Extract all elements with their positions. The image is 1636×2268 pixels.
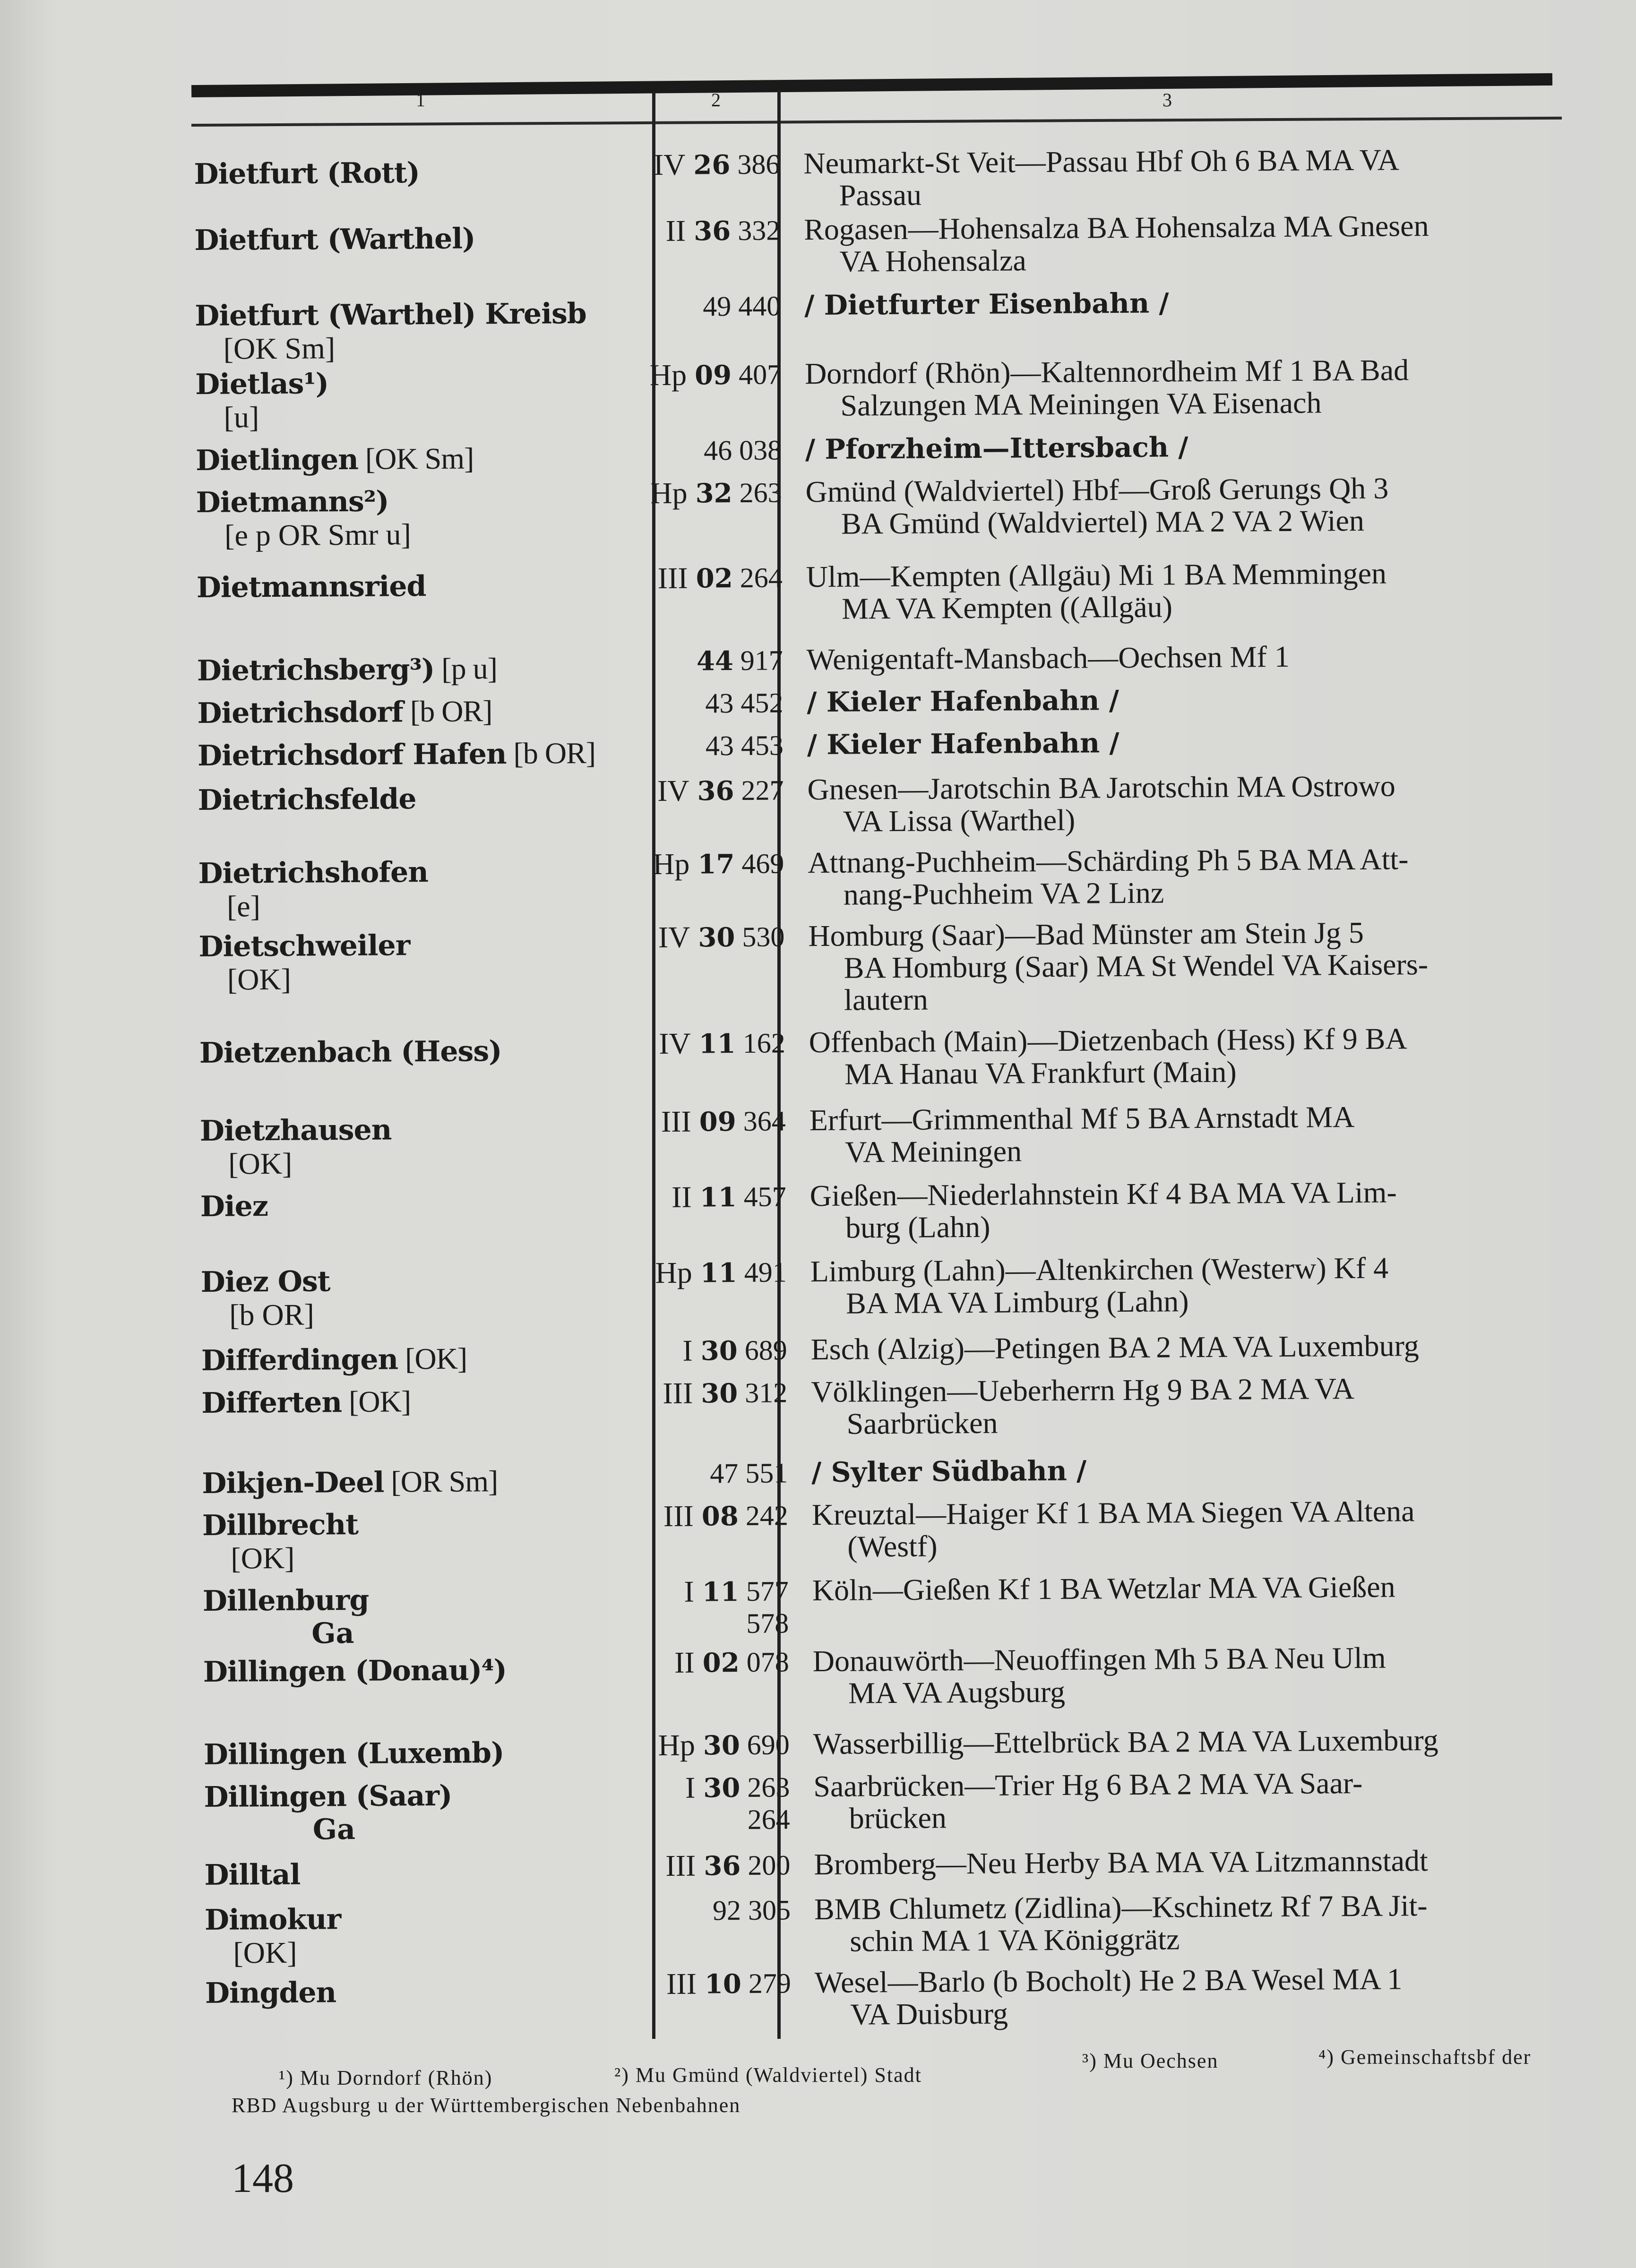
station-code: [659, 433, 782, 467]
station-name-text: Dietfurt (Rott): [194, 156, 420, 191]
route-description: [814, 1889, 1576, 1958]
table-row: [200, 1175, 1571, 1245]
station-class: II: [674, 1645, 695, 1679]
route-line-1: BMB Chlumetz (Zidlina)—Kschinetz Rf 7 BA Jit-: [814, 1889, 1428, 1926]
table-row: [199, 1022, 1570, 1091]
station-code-number: 469: [741, 848, 784, 879]
route-description: [812, 1494, 1573, 1563]
route-line-2: VA Duisburg: [850, 1996, 1008, 2031]
table-row: [200, 1251, 1571, 1332]
table-row: [201, 1329, 1572, 1377]
station-class: II: [665, 214, 686, 248]
station-code: [657, 214, 780, 248]
route-line-2: BA MA VA Limburg (Lahn): [845, 1284, 1189, 1320]
station-code-number: 917: [740, 644, 783, 676]
station-remark-line: [e]: [226, 889, 261, 923]
route-line-1: Gießen—Niederlahnstein Kf 4 BA MA VA Lim-: [809, 1175, 1397, 1213]
station-class: III: [665, 1848, 696, 1882]
route-line-1: Homburg (Saar)—Bad Münster am Stein Jg 5: [808, 915, 1364, 953]
route-line-1: Ulm—Kempten (Allgäu) Mi 1 BA Memmingen: [806, 556, 1387, 594]
station-code: [667, 1728, 790, 1762]
station-code-prefix: 17: [697, 849, 735, 880]
header-rule: [191, 117, 1562, 127]
station-code-number: 332: [738, 215, 781, 246]
station-code: [660, 561, 783, 595]
station-name: [199, 1034, 625, 1069]
station-code-prefix: 10: [704, 1968, 742, 2000]
station-name: [196, 441, 621, 477]
station-code: [658, 289, 781, 323]
route-line-1: Wesel—Barlo (b Bocholt) He 2 BA Wesel MA 1: [814, 1962, 1403, 2000]
station-class: IV: [658, 1026, 691, 1061]
station-class: IV: [658, 920, 690, 954]
station-code-extra: 264: [747, 1804, 790, 1835]
station-name: [202, 1506, 628, 1542]
station-class: I: [684, 1574, 695, 1608]
footnote-4: ⁴) Gemeinschaftsbf der: [1318, 2045, 1532, 2069]
route-line-2: BA Gmünd (Waldviertel) MA 2 VA 2 Wien: [841, 503, 1365, 541]
station-code-prefix: 30: [700, 1335, 738, 1367]
page-number: 148: [232, 2156, 294, 2201]
route-line-1: Erfurt—Grimmenthal Mf 5 BA Arnstadt MA: [809, 1100, 1355, 1137]
table-row: [195, 429, 1566, 477]
station-code-prefix: 11: [698, 1028, 736, 1060]
station-name-text: Dietrichsfelde: [198, 782, 416, 817]
route-line-1: Esch (Alzig)—Petingen BA 2 MA VA Luxemburg: [810, 1329, 1419, 1366]
route-description: [812, 1570, 1573, 1606]
table-row: [204, 1844, 1575, 1892]
station-remark: [b OR]: [506, 736, 596, 770]
station-code-prefix: 36: [697, 775, 734, 807]
station-code-number: 200: [748, 1849, 791, 1881]
route-description: [813, 1766, 1575, 1835]
station-code-prefix: 36: [694, 215, 731, 247]
route-line-1: / Dietfurter Eisenbahn /: [804, 287, 1169, 322]
station-name: [201, 1263, 626, 1298]
route-line-2: Salzungen MA Meiningen VA Eisenach: [840, 386, 1322, 422]
station-remark: [OK]: [397, 1341, 467, 1376]
station-code: [668, 1967, 791, 2001]
table-row: [202, 1570, 1573, 1650]
route-description: [805, 429, 1566, 465]
route-line-1: / Kieler Hafenbahn /: [807, 727, 1119, 761]
station-code: [661, 729, 784, 763]
route-line-2: VA Meiningen: [844, 1134, 1022, 1169]
table-row: [198, 842, 1568, 923]
table-row: [203, 1723, 1574, 1771]
station-code: [663, 1104, 786, 1139]
route-line-1: Neumarkt-St Veit—Passau Hbf Oh 6 BA MA VA: [803, 143, 1400, 180]
station-name-text: Dingden: [205, 1976, 336, 2010]
route-description: [814, 1844, 1575, 1881]
route-line-2: schin MA 1 VA Königgrätz: [850, 1922, 1180, 1958]
station-code-number: 92 305: [712, 1894, 791, 1926]
station-code-prefix: 44: [696, 645, 733, 677]
station-remark-line: [u]: [224, 400, 259, 434]
station-code: [658, 358, 781, 392]
entry-list: [194, 129, 1564, 2031]
route-line-2: MA VA Kempten ((Allgäu): [841, 590, 1173, 626]
station-code-number: 47 551: [710, 1457, 788, 1489]
route-description: [805, 353, 1566, 422]
route-line-2: (Westf): [847, 1529, 938, 1564]
station-code-number: 263: [739, 477, 782, 508]
station-code-prefix: 11: [699, 1182, 737, 1213]
station-name: [197, 694, 622, 730]
station-code-number: 49 440: [703, 290, 781, 322]
station-code: [661, 847, 784, 881]
station-name-text: Dietzenbach (Hess): [199, 1035, 502, 1070]
station-class: Hp: [652, 847, 690, 881]
station-code: [662, 920, 784, 954]
station-class: III: [663, 1499, 694, 1533]
station-name: [198, 736, 623, 772]
route-line-1: Bromberg—Neu Herby BA MA VA Litzmannstadt: [814, 1844, 1429, 1881]
station-class: IV: [657, 773, 689, 808]
route-line-1: Rogasen—Hohensalza BA Hohensalza MA Gnesen: [804, 209, 1429, 247]
station-code-number: 242: [745, 1500, 789, 1531]
station-name: [200, 1112, 625, 1147]
footnote-1: ¹) Mu Dorndorf (Rhön): [279, 2066, 493, 2089]
station-name: [196, 483, 621, 519]
station-class: Hp: [650, 476, 688, 510]
station-class: III: [666, 1967, 697, 2001]
table-row: [203, 1641, 1574, 1710]
station-name: [201, 1341, 627, 1377]
station-name-text: Dimokur: [204, 1903, 341, 1937]
route-description: [809, 1022, 1570, 1091]
table-row: [194, 143, 1564, 212]
station-code-prefix: 08: [701, 1501, 739, 1532]
station-code-number: 530: [742, 921, 785, 953]
station-code-number: 577: [746, 1575, 789, 1607]
route-line-1: Saarbrücken—Trier Hg 6 BA 2 MA VA Saar-: [813, 1766, 1363, 1804]
table-row: [202, 1452, 1572, 1500]
station-name-text: Dietzhausen: [199, 1113, 392, 1148]
column-header-2: 2: [711, 89, 721, 111]
station-code-number: 46 038: [703, 434, 782, 466]
station-name-text: Dillingen (Saar): [204, 1779, 452, 1814]
station-code-number: 491: [744, 1256, 787, 1288]
station-code-prefix: 09: [699, 1106, 736, 1138]
route-line-1: Wasserbillig—Ettelbrück BA 2 MA VA Luxemburg: [813, 1723, 1438, 1761]
station-class: II: [671, 1180, 692, 1214]
station-code: [659, 476, 782, 510]
station-name-text: Dietschweiler: [198, 929, 410, 963]
route-line-1: Offenbach (Main)—Dietzenbach (Hess) Kf 9 BA: [809, 1022, 1407, 1059]
route-description: [803, 143, 1565, 212]
table-row: [195, 284, 1565, 366]
footnote-4-continued: RBD Augsburg u der Württembergischen Nebenbahnen: [232, 2094, 741, 2117]
table-row: [198, 915, 1569, 1017]
station-code-prefix: 02: [696, 563, 733, 594]
route-line-2: brücken: [849, 1801, 947, 1835]
route-line-1: Völklingen—Ueberherrn Hg 9 BA 2 MA VA: [811, 1372, 1355, 1409]
route-description: [804, 284, 1565, 321]
route-line-2: MA Hanau VA Frankfurt (Main): [844, 1055, 1237, 1091]
station-code: [666, 1574, 789, 1609]
station-name: [198, 928, 624, 963]
station-name: [205, 1901, 630, 1936]
route-line-2: VA Lissa (Warthel): [843, 803, 1076, 838]
station-code: [664, 1333, 787, 1368]
station-code-number: 43 452: [705, 687, 784, 719]
column-header-1: 1: [416, 89, 425, 111]
station-code-prefix: 30: [703, 1730, 741, 1761]
station-remark-line: [OK]: [231, 1541, 295, 1575]
route-line-1: Gmünd (Waldviertel) Hbf—Groß Gerungs Qh 3: [805, 471, 1389, 509]
station-code: [663, 1026, 785, 1061]
route-description: [807, 639, 1567, 676]
station-remark: [p u]: [434, 652, 498, 686]
route-line-1: Gnesen—Jarotschin BA Jarotschin MA Ostrowo: [807, 769, 1395, 807]
route-description: [813, 1641, 1574, 1710]
station-class: I: [682, 1333, 693, 1367]
station-code: [668, 1893, 791, 1927]
station-code: [660, 686, 783, 720]
station-name-text: Dietfurt (Warthel): [194, 222, 475, 257]
route-description: [811, 1371, 1572, 1440]
station-name-text: Dietfurt (Warthel) Kreisb: [195, 297, 586, 333]
station-code: [657, 147, 780, 182]
station-name-text: Dillbrecht: [202, 1508, 359, 1542]
station-code-number: 364: [743, 1105, 786, 1137]
station-name: [198, 854, 623, 890]
station-name: [198, 781, 623, 816]
station-name: [204, 1735, 629, 1771]
station-code-number: 689: [744, 1334, 787, 1366]
station-code-number: 386: [737, 148, 780, 180]
route-description: [808, 915, 1569, 1016]
station-code: [666, 1645, 789, 1680]
station-code-prefix: 09: [694, 360, 732, 391]
station-name-text: Diez: [200, 1190, 268, 1223]
station-remark: [OR Sm]: [384, 1464, 498, 1499]
station-code-prefix: 11: [702, 1576, 740, 1608]
station-name-text: Diez Ost: [200, 1265, 330, 1299]
route-line-2: Passau: [839, 178, 922, 212]
route-description: [811, 1452, 1572, 1488]
station-remark-line: [e p OR Smr u]: [224, 517, 411, 552]
station-class: Hp: [658, 1728, 696, 1762]
station-remark-line: [OK Sm]: [223, 331, 336, 366]
station-code: [663, 1180, 786, 1214]
station-class: Hp: [649, 358, 687, 392]
station-code-prefix: 32: [695, 478, 732, 509]
station-name: [202, 1464, 627, 1500]
station-name: [204, 1778, 629, 1813]
table-row: [196, 556, 1567, 626]
station-code: [660, 644, 783, 678]
route-line-1: Kreuztal—Haiger Kf 1 BA MA Siegen VA Altena: [811, 1494, 1415, 1532]
station-code-number: 078: [746, 1646, 789, 1678]
station-name: [194, 155, 619, 191]
station-name-text: Dillingen (Donau)⁴): [203, 1654, 507, 1689]
station-code-prefix: 30: [703, 1772, 741, 1804]
table-row: [195, 353, 1566, 434]
station-code-number: 264: [740, 562, 783, 593]
route-line-2: BA Homburg (Saar) MA St Wendel VA Kaisers-: [844, 947, 1429, 985]
route-line-1: Donauwörth—Neuoffingen Mh 5 BA Neu Ulm: [812, 1641, 1386, 1678]
station-name-text: Dietlas¹): [195, 367, 329, 401]
station-name-text: Dietmanns²): [196, 485, 389, 519]
route-line-3: lautern: [844, 982, 929, 1017]
route-line-1: Dorndorf (Rhön)—Kaltennordheim Mf 1 BA Bad: [804, 353, 1409, 391]
station-code-number: 43 453: [705, 730, 784, 762]
station-name: [195, 365, 620, 401]
station-name-text: Dietmannsried: [196, 570, 426, 604]
station-code: [667, 1848, 790, 1883]
station-class: IV: [653, 147, 686, 182]
top-rule: [191, 73, 1552, 97]
station-name-text: Dilltal: [204, 1858, 301, 1892]
route-line-2: Saarbrücken: [846, 1406, 998, 1441]
station-name-text: Dietrichsdorf: [197, 696, 404, 730]
station-name: [195, 297, 620, 332]
station-code-number: 162: [742, 1027, 785, 1059]
station-remark-line: Ga: [312, 1813, 356, 1847]
station-code-prefix: 11: [700, 1257, 737, 1289]
route-line-2: nang-Puchheim VA 2 Linz: [843, 876, 1164, 911]
route-description: [807, 681, 1567, 718]
route-description: [810, 1251, 1571, 1320]
station-code-number: 312: [745, 1377, 788, 1409]
station-code-prefix: 30: [701, 1378, 738, 1409]
route-description: [807, 724, 1568, 761]
station-code-prefix: 36: [704, 1850, 741, 1882]
station-remark: [OK Sm]: [358, 441, 474, 476]
station-code: [665, 1499, 788, 1533]
station-remark-line: [b OR]: [229, 1297, 314, 1332]
station-code: [667, 1770, 790, 1805]
route-description: [807, 769, 1568, 838]
station-name-text: Dietrichsberg³): [197, 653, 435, 687]
route-line-1: / Pforzheim—Ittersbach /: [805, 431, 1188, 466]
station-code-number: 263: [747, 1771, 790, 1803]
station-name-text: Differten: [201, 1386, 342, 1420]
table-row: [199, 1100, 1570, 1181]
route-description: [815, 1962, 1576, 2031]
station-class: Hp: [655, 1255, 692, 1290]
station-class: III: [663, 1376, 693, 1410]
station-code-extra: 578: [746, 1607, 789, 1639]
station-code-number: 457: [743, 1181, 786, 1212]
station-name-text: Dietlingen: [195, 443, 359, 477]
footnote-2: ²) Mu Gmünd (Waldviertel) Stadt: [614, 2063, 922, 2087]
station-remark-line: [OK]: [228, 1146, 293, 1181]
route-description: [810, 1329, 1571, 1366]
route-line-2: MA VA Augsburg: [848, 1675, 1066, 1710]
route-line-1: / Sylter Südbahn /: [811, 1454, 1087, 1489]
station-code: [664, 1376, 787, 1410]
station-remark-line: Ga: [311, 1616, 354, 1650]
station-code: [665, 1456, 788, 1490]
station-code-number: 227: [741, 774, 784, 806]
station-code: [661, 773, 784, 808]
route-line-1: Köln—Gießen Kf 1 BA Wetzlar MA VA Gießen: [812, 1570, 1395, 1607]
station-name: [203, 1653, 629, 1688]
route-line-1: Wenigentaft-Mansbach—Oechsen Mf 1: [806, 639, 1290, 677]
route-description: [808, 842, 1569, 911]
route-line-2: burg (Lahn): [845, 1210, 990, 1245]
station-name-text: Dietrichshofen: [198, 856, 429, 890]
station-name: [201, 1383, 627, 1419]
station-code: [663, 1255, 786, 1290]
route-description: [810, 1175, 1571, 1244]
route-line-1: / Kieler Hafenbahn /: [807, 684, 1119, 719]
station-remark-line: [OK]: [227, 962, 292, 997]
table-row: [197, 639, 1567, 687]
station-code-prefix: 26: [693, 149, 731, 181]
station-name: [205, 1974, 630, 2010]
station-remark: [OK]: [341, 1384, 411, 1419]
station-code-number: 279: [748, 1967, 792, 1999]
station-name: [194, 221, 620, 257]
station-code-prefix: 02: [702, 1647, 740, 1679]
route-description: [805, 471, 1567, 540]
station-name-text: Dietrichsdorf Hafen: [197, 737, 507, 773]
route-description: [813, 1723, 1574, 1760]
route-description: [809, 1100, 1571, 1168]
station-name: [200, 1187, 626, 1223]
footnote-3: ³) Mu Oechsen: [1082, 2049, 1219, 2072]
station-name: [197, 651, 622, 687]
route-description: [804, 209, 1565, 278]
route-line-1: Attnang-Puchheim—Schärding Ph 5 BA MA Att-: [808, 842, 1409, 880]
station-remark-line: [OK]: [233, 1935, 297, 1970]
station-code-number: 407: [738, 359, 782, 390]
station-code-prefix: 30: [698, 922, 735, 954]
station-name-text: Dillenburg: [202, 1583, 369, 1618]
station-remark: [b OR]: [403, 694, 492, 729]
station-name-text: Dillingen (Luxemb): [203, 1736, 504, 1771]
station-class: III: [657, 561, 688, 595]
table-row: [205, 1962, 1576, 2031]
station-name: [204, 1856, 629, 1891]
station-name-text: Differdingen: [201, 1343, 398, 1377]
station-class: III: [661, 1104, 691, 1138]
route-line-2: VA Hohensalza: [839, 243, 1027, 278]
station-class: I: [685, 1770, 696, 1804]
route-description: [806, 556, 1567, 625]
station-name: [203, 1582, 628, 1617]
station-name: [197, 568, 622, 604]
station-code-number: 690: [747, 1729, 790, 1761]
column-header-3: 3: [1162, 89, 1172, 111]
route-line-1: Limburg (Lahn)—Altenkirchen (Westerw) Kf 4: [810, 1251, 1389, 1289]
station-name-text: Dikjen-Deel: [202, 1466, 384, 1500]
